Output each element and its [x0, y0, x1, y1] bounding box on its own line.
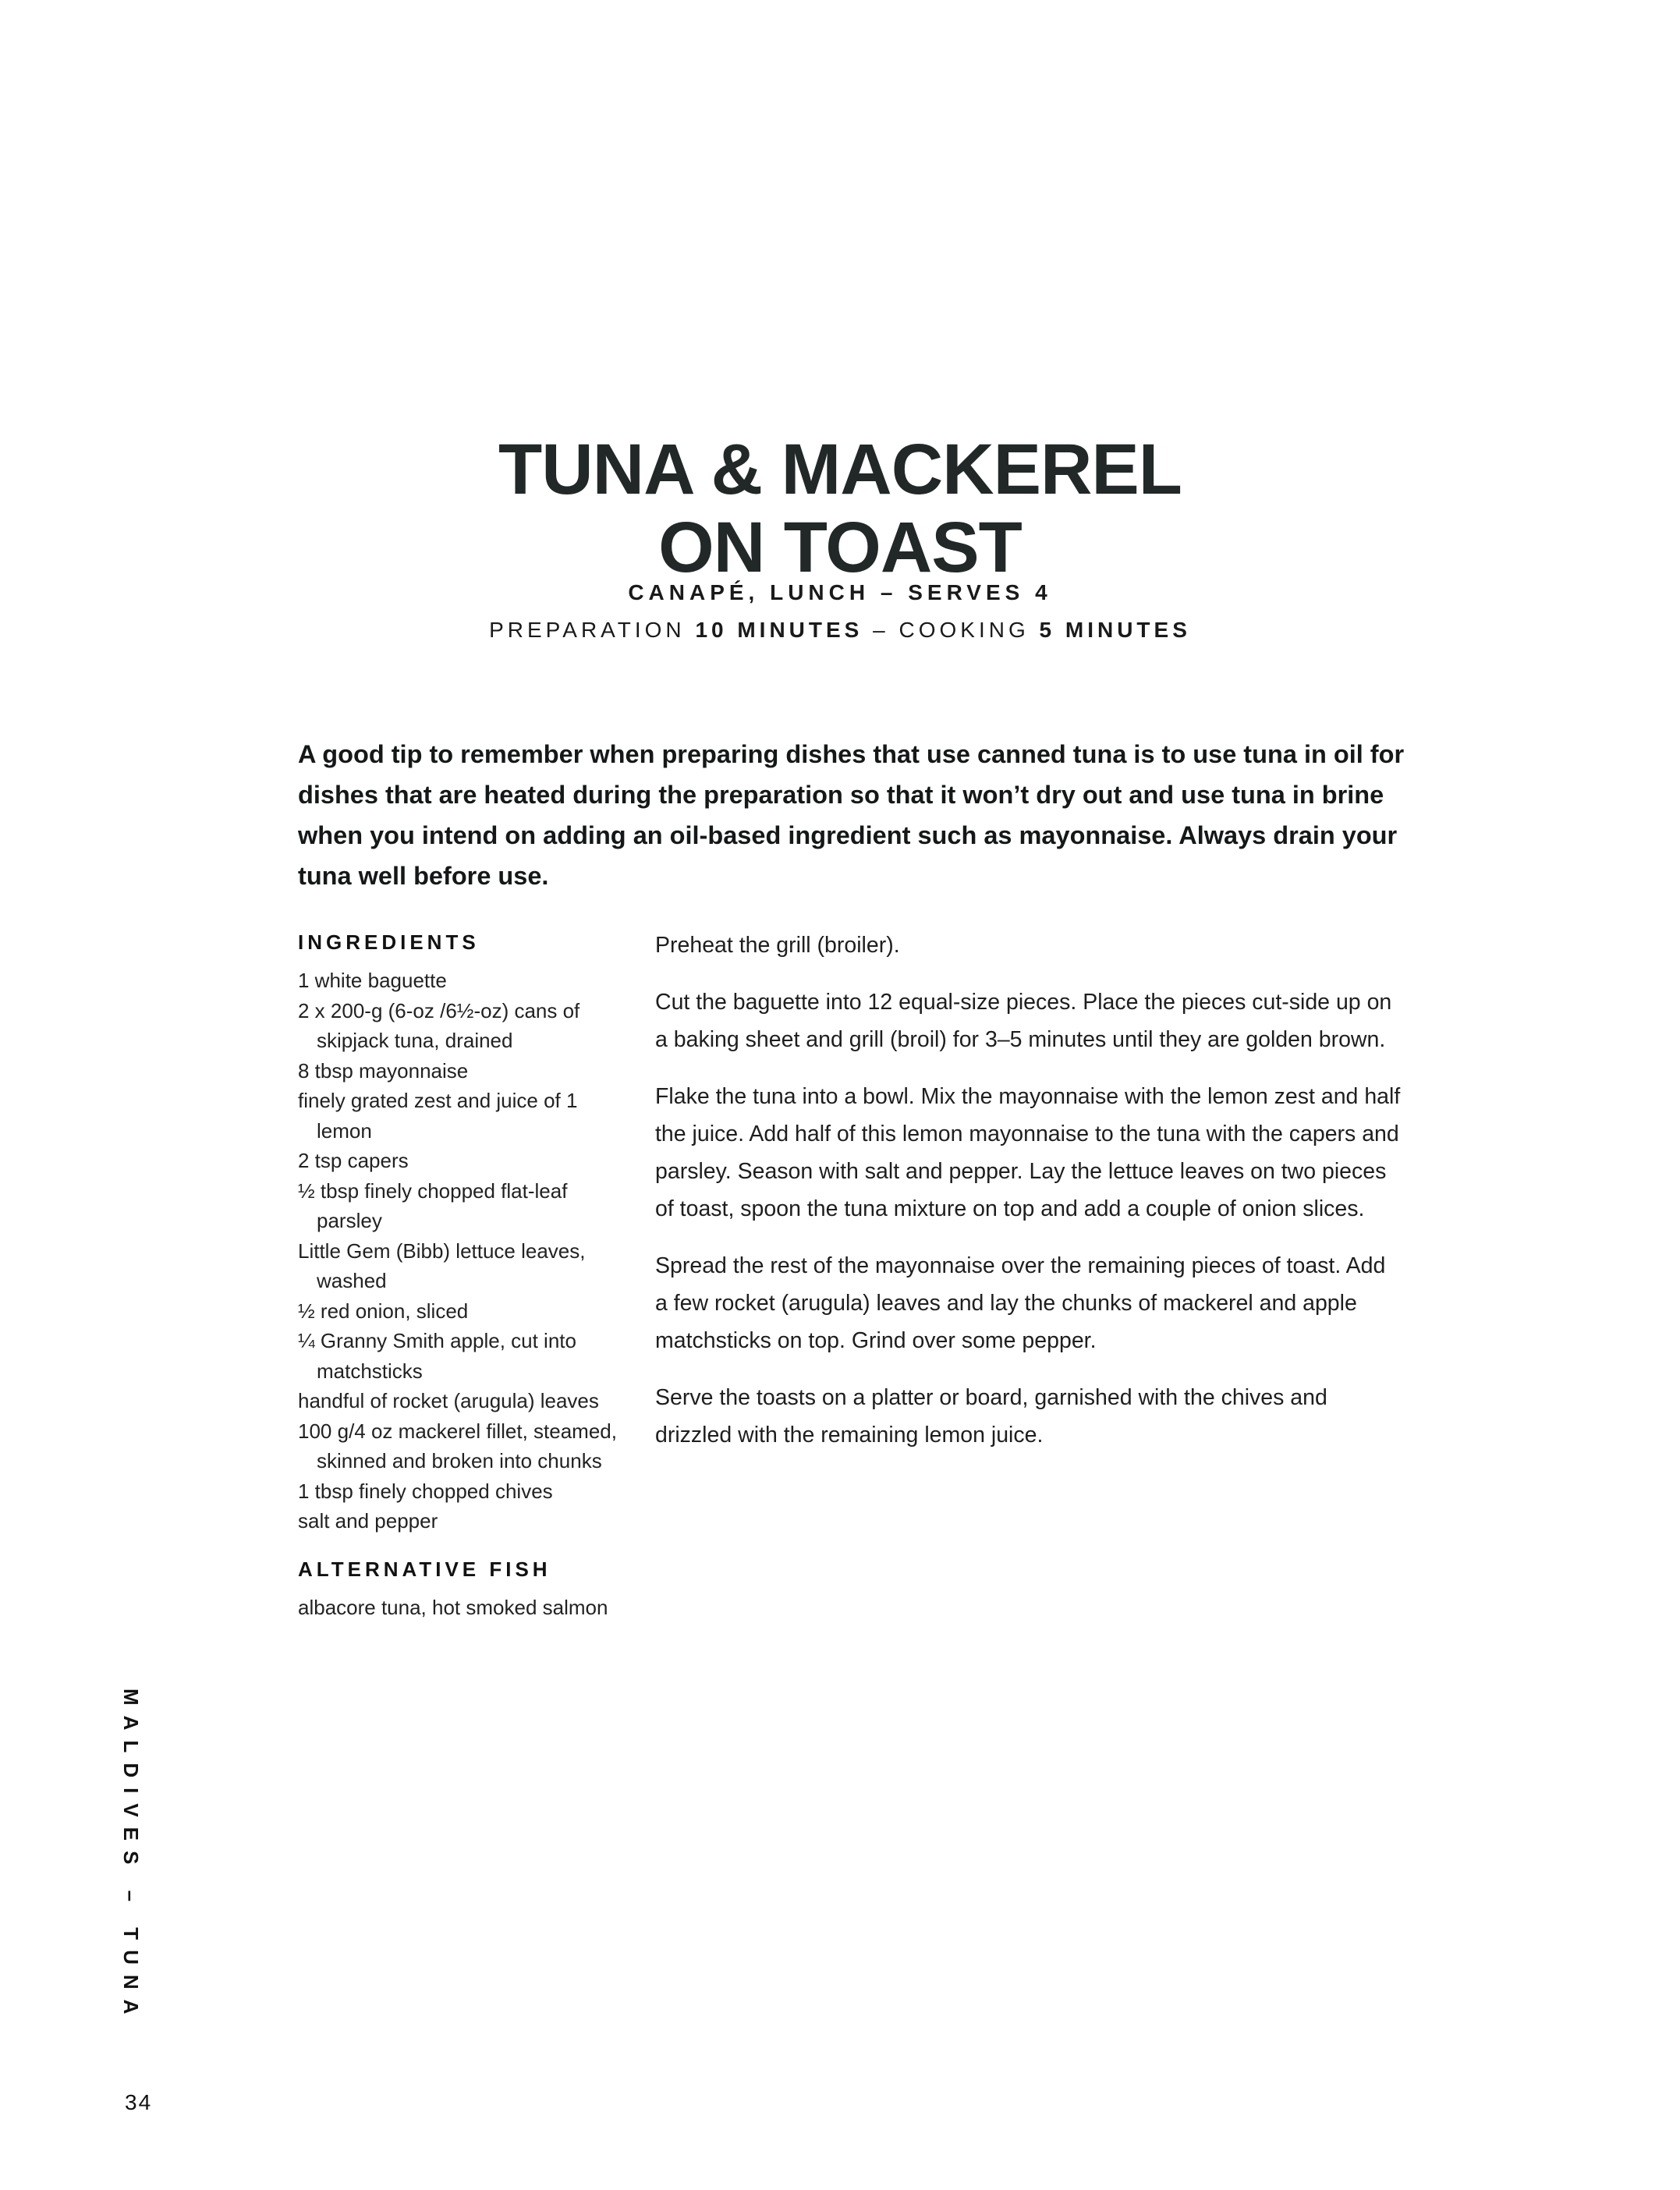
recipe-title	[0, 431, 1680, 586]
ingredients-list	[298, 966, 626, 1536]
ingredients-column	[298, 930, 626, 1622]
alternative-fish-list	[298, 1593, 626, 1623]
ingredient-item: ½ tbsp finely chopped flat-leaf parsley	[298, 1178, 568, 1232]
ingredient-item: Little Gem (Bibb) lettuce leaves, washed	[298, 1239, 586, 1292]
method-column	[655, 927, 1404, 1473]
section-running-head: MALDIVES – TUNA	[119, 1689, 143, 2025]
page-number: 34	[125, 2090, 153, 2114]
ingredient-item: 2 tsp capers	[298, 1149, 409, 1172]
prep-label: PREPARATION	[489, 618, 686, 642]
ingredient-item: ¼ Granny Smith apple, cut into matchsticks	[298, 1329, 576, 1383]
ingredient-item: salt and pepper	[298, 1509, 438, 1533]
ingredient-item: finely grated zest and juice of 1 lemon	[298, 1089, 578, 1143]
ingredient-item: 8 tbsp mayonnaise	[298, 1058, 469, 1083]
cook-label: COOKING	[898, 618, 1030, 642]
ingredient-item: 100 g/4 oz mackerel fillet, steamed, skinned and broken into chunks	[298, 1419, 617, 1472]
alternative-fish-heading: ALTERNATIVE FISH	[298, 1557, 551, 1581]
cook-time: 5 MINUTES	[1039, 618, 1191, 642]
prep-time: 10 MINUTES	[695, 618, 863, 642]
ingredients-heading: INGREDIENTS	[298, 930, 480, 954]
method-step: Flake the tuna into a bowl. Mix the mayonnaise with the lemon zest and half the juice. Add half of this lemon mayonnaise to the tuna with the capers and parsley. Season with salt and pepper. Lay the lettuce leaves on two pieces of toast, spoon the tuna mixture on top and add a couple of onion slices.	[655, 1084, 1401, 1221]
method-step: Serve the toasts on a platter or board, garnished with the chives and drizzled with the remaining lemon juice.	[655, 1385, 1327, 1448]
alternative-fish-item: albacore tuna, hot smoked salmon	[298, 1595, 608, 1619]
recipe-title-line-2: ON TOAST	[658, 507, 1022, 587]
timing-separator: –	[863, 618, 899, 642]
recipe-title-line-1: TUNA & MACKEREL	[498, 429, 1182, 509]
method-step: Cut the baguette into 12 equal-size pieces. Place the pieces cut-side up on a baking sheet and grill (broil) for 3–5 minutes until they are golden brown.	[655, 990, 1392, 1052]
ingredient-item: handful of rocket (arugula) leaves	[298, 1389, 599, 1412]
ingredient-item: 1 white baguette	[298, 969, 447, 992]
ingredient-item: 2 x 200-g (6-oz /6½-oz) cans of skipjack tuna, drained	[298, 998, 580, 1052]
ingredient-item: ½ red onion, sliced	[298, 1299, 469, 1323]
recipe-category: CANAPÉ, LUNCH – SERVES 4	[628, 580, 1052, 604]
ingredient-item: 1 tbsp finely chopped chives	[298, 1479, 553, 1503]
method-step: Preheat the grill (broiler).	[655, 933, 900, 958]
recipe-intro: A good tip to remember when preparing dishes that use canned tuna is to use tuna in oil for dishes that are heated during the preparation so that it won’t dry out and use tuna in brine when you intend on adding an oil-based ingredient such as mayonnaise. Always drain your tuna well before use.	[298, 739, 1405, 890]
recipe-timing	[0, 618, 1680, 643]
method-step: Spread the rest of the mayonnaise over the remaining pieces of toast. Add a few rocket (arugula) leaves and lay the chunks of mackerel and apple matchsticks on top. Grind over some pepper.	[655, 1253, 1386, 1353]
